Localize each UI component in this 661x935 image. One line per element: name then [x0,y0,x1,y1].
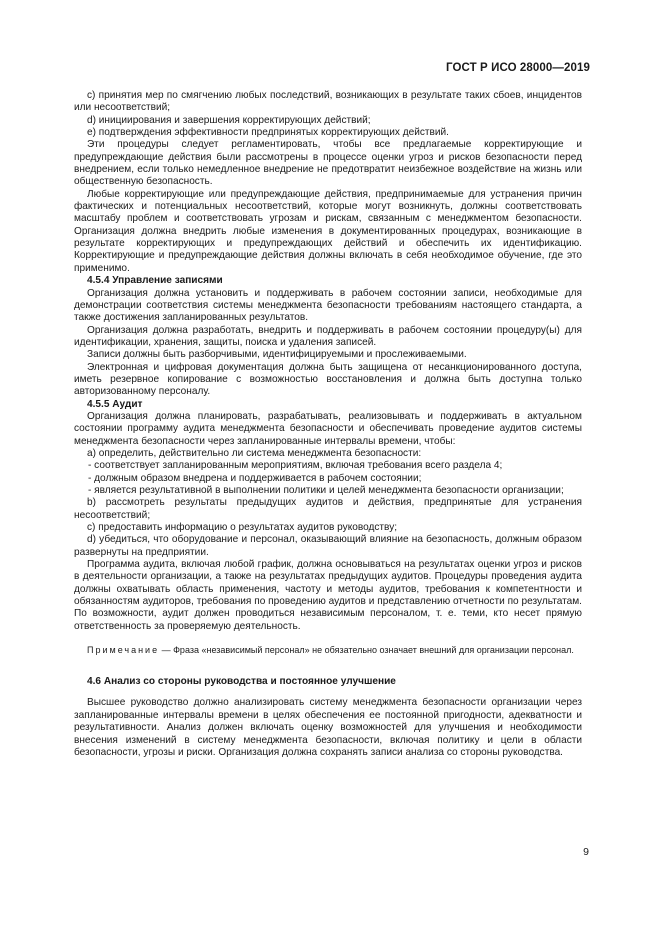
list-item-d: d) инициирования и завершения корректирующих действий; [87,114,371,126]
dash-item-1: - соответствует запланированным мероприятиям, включая требования всего раздела 4; [88,460,503,472]
audit-item-d: d) убедиться, что оборудование и персонал, оказывающий влияние на безопасность, должным образом развернуты на предприятии. [74,534,582,558]
audit-item-a: a) определить, действительно ли система менеджмента безопасности: [87,447,422,459]
dash-item-3: - является результативной в выполнении политики и целей менеджмента безопасности организации; [88,485,564,496]
heading-4-5-4: 4.5.4 Управление записями [87,275,223,287]
heading-4-5-5: 4.5.5 Аудит [87,398,143,410]
paragraph-audit-1: Организация должна планировать, разрабатывать, реализовывать и поддерживать в актуальном состоянии программу аудита менеджмента безопасности и обеспечивать проведение аудитов системы менеджмента безопасности через запланированные интервалы времени, чтобы: [74,410,582,447]
list-item-e: e) подтверждения эффективности предпринятых корректирующих действий. [87,127,449,139]
paragraph-records-2: Организация должна разработать, внедрить и поддерживать в рабочем состоянии процедуру(ы) для идентификации, хранения, защиты, поиска и удаления записей. [74,324,582,348]
audit-item-b: b) рассмотреть результаты предыдущих аудитов и действия, предпринятые для устранения несоответствий; [74,497,582,521]
paragraph-records-1: Организация должна установить и поддерживать в рабочем состоянии записи, необходимые для демонстрации соответствия системы менеджмента безопасности требованиям настоящего стандарта, а также достижения запланированных результатов. [74,287,582,324]
audit-item-c: c) предоставить информацию о результатах аудитов руководству; [87,522,398,534]
paragraph-corrective-actions: Любые корректирующие или предупреждающие действия, предпринимаемые для устранения причин фактических и потенциальных несоответствий, которые могут возникнуть, должны соответствовать масштабу проблем и соответствовать угрозам и рискам, связанным с менеджментом безопасности. Организация должна внедрить любые изменения в документированных процедурах, возникающие в результате корректирующих и предупреждающих действий и обеспечить их идентификацию. Корректирующие и предупреждающие действия должны включать в себя необходимое обучение, где это применимо. [74,188,582,274]
paragraph-records-3: Записи должны быть разборчивыми, идентифицируемыми и прослеживаемыми. [87,349,467,361]
list-item-c: c) принятия мер по смягчению любых последствий, возникающих в результате таких сбоев, инцидентов или несоответствий; [74,90,582,114]
paragraph-audit-program: Программа аудита, включая любой график, должна основываться на результатах оценки угроз и рисков в деятельности организации, а также на результатах предыдущих аудитов. Процедуры проведения аудита должны охватывать область применения, частоту и методы аудитов, требования к компетентности и обязанностям аудиторов, требования по проведению аудитов и представлению отчетности по результатам. По возможности, аудит должен проводиться независимым персоналом, т. е. теми, кто несет прямую ответственность за проверяемую деятельность. [74,559,582,632]
note [74,644,582,656]
page-number: 9 [583,846,589,858]
heading-4-6: 4.6 Анализ со стороны руководства и постоянное улучшение [87,676,396,688]
paragraph-procedures: Эти процедуры следует регламентировать, чтобы все предлагаемые корректирующие и предупреждающие действия были рассмотрены в процессе оценки угроз и рисков безопасности перед внедрением, если только немедленное внедрение не предотвратит неизбежное воздействие на жизнь или общественную безопасность. [74,139,582,188]
dash-item-2: - должным образом внедрена и поддерживается в рабочем состоянии; [88,472,422,484]
note-label: Примечание [87,645,160,656]
document-body [74,90,582,759]
paragraph-records-4: Электронная и цифровая документация должна быть защищена от несанкционированного доступа, иметь резервное копирование с возможностью восстановления и должна быть доступна только авторизованному персоналу. [74,361,582,398]
note-text: — Фраза «независимый персонал» не обязательно означает внешний для организации персонал. [159,645,574,656]
paragraph-management-review: Высшее руководство должно анализировать систему менеджмента безопасности организации через запланированные интервалы времени в целях обеспечения ее постоянной пригодности, адекватности и результативности. Анализ должен включать оценку возможностей для улучшения и необходимости внесения изменений в систему менеджмента безопасности, включая политику и цели в области безопасности, угрозы и риски. Организация должна сохранять записи анализа со стороны руководства. [74,697,582,758]
standard-header: ГОСТ Р ИСО 28000—2019 [445,62,590,74]
